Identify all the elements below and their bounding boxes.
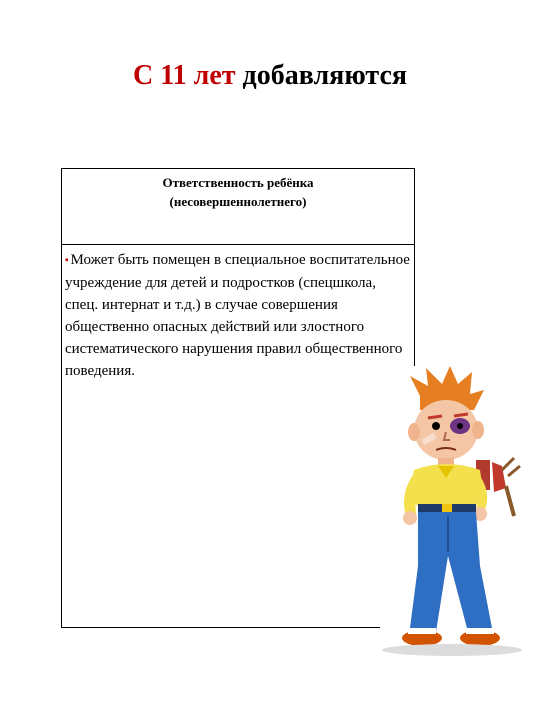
title-age-highlight: С 11 лет [132,60,236,91]
slide-title [0,60,540,92]
table-header-line2: (несовершеннолетнего) [169,194,307,209]
title-rest: добавляются [235,60,408,91]
table-header [62,169,414,245]
responsibility-table [61,168,415,628]
table-body-text: Может быть помещен в специальное воспитательное учреждение для детей и подростков (спецшкола, спец. интернат и т.д.) в случае совершения общественно опасных действий или злостного систематического нарушения правил общественного поведения. [65,252,410,379]
boy-with-slingshot-illustration [380,366,536,660]
table-header-line1: Ответственность ребёнка [162,175,314,190]
table-body-cell [62,245,414,382]
bullet-icon: ▪ [65,254,69,266]
